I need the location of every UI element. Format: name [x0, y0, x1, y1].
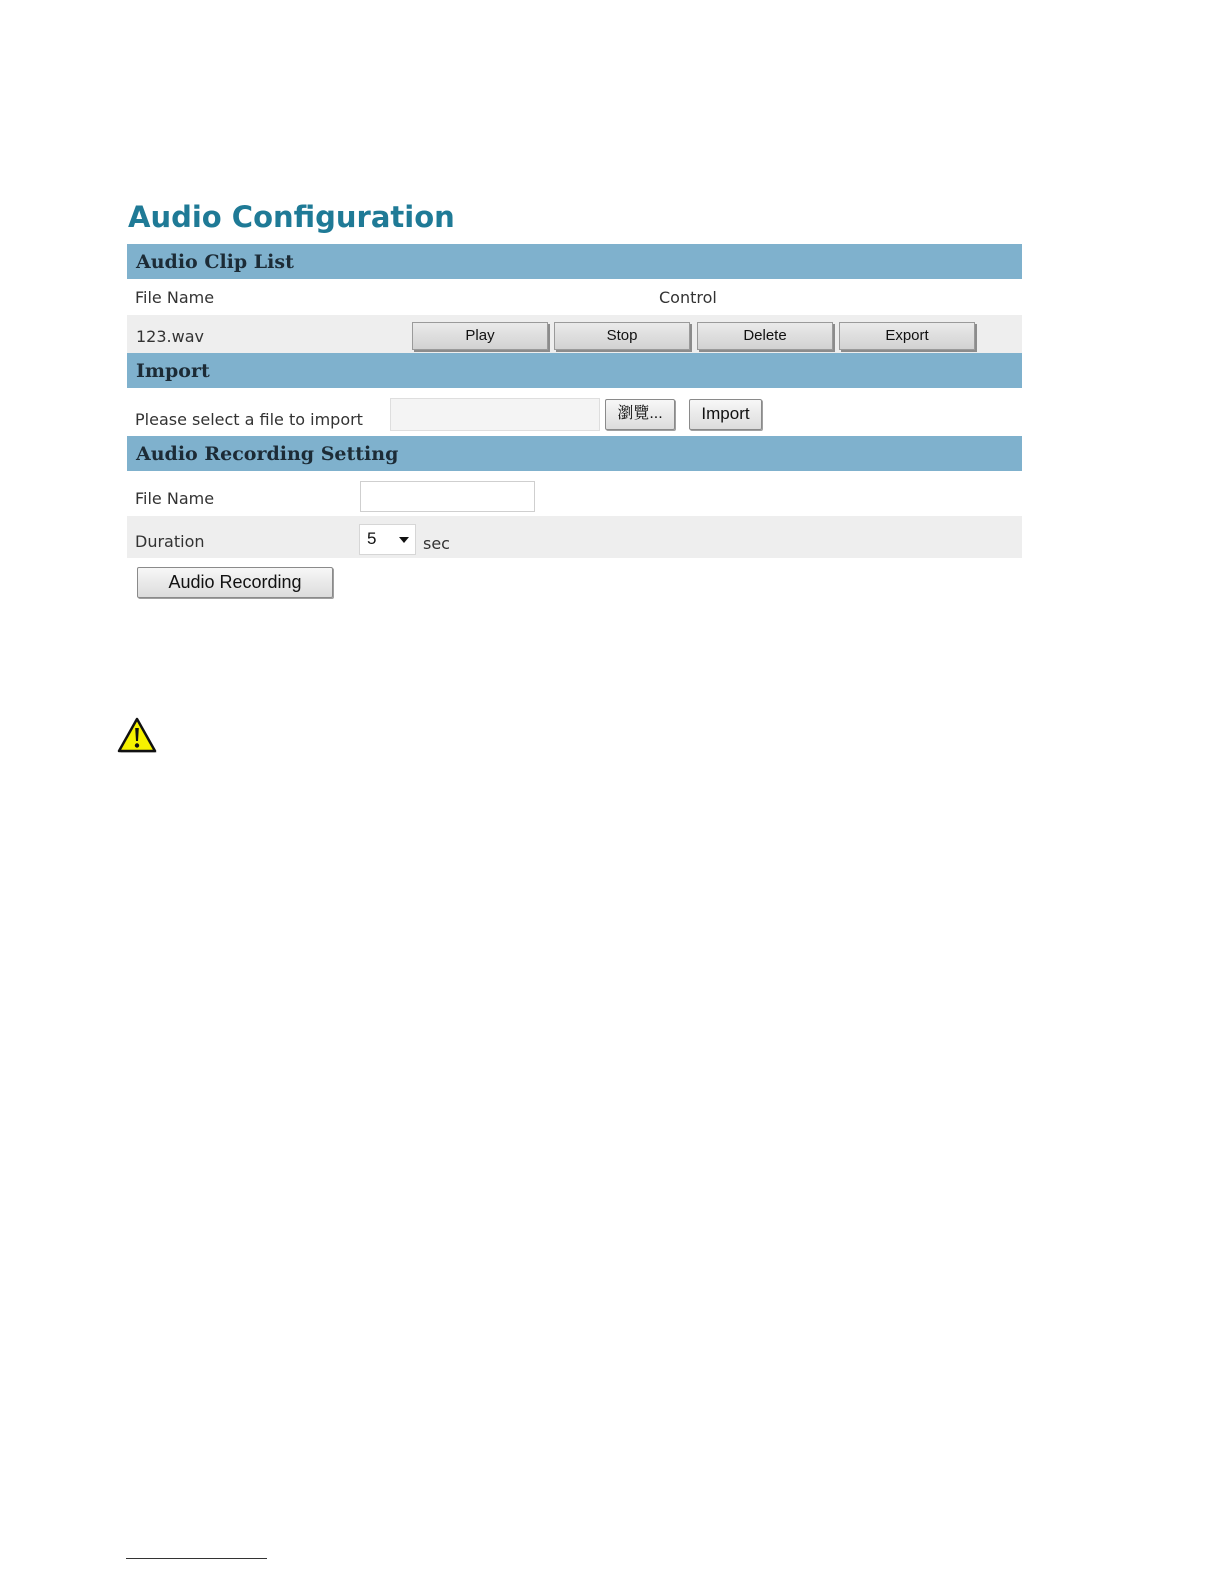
column-header-control: Control — [659, 288, 717, 307]
warning-triangle-icon — [117, 716, 157, 754]
import-button[interactable]: Import — [689, 399, 762, 430]
chevron-down-icon — [399, 537, 409, 543]
delete-button[interactable]: Delete — [697, 322, 833, 350]
recording-file-name-label: File Name — [135, 489, 215, 508]
recording-file-name-row — [127, 471, 1022, 516]
duration-selected-value: 5 — [367, 529, 377, 548]
record-button-row — [127, 558, 1022, 602]
section-header-recording: Audio Recording Setting — [127, 436, 1022, 471]
import-file-path-input[interactable] — [390, 398, 600, 431]
import-prompt: Please select a file to import — [135, 410, 363, 429]
recording-file-name-input[interactable] — [360, 481, 535, 512]
duration-label: Duration — [135, 532, 205, 551]
play-button[interactable]: Play — [412, 322, 548, 350]
duration-select[interactable] — [359, 524, 416, 555]
browse-button[interactable]: 瀏覽... — [605, 399, 675, 430]
section-header-import: Import — [127, 353, 1022, 388]
duration-unit: sec — [423, 534, 450, 553]
duration-row — [127, 516, 1022, 558]
column-header-file-name: File Name — [135, 288, 215, 307]
audio-config-panel — [127, 244, 1022, 602]
import-row — [127, 388, 1022, 436]
footnote-divider — [126, 1558, 267, 1559]
clip-list-header-row — [127, 279, 1022, 315]
table-row — [127, 315, 1022, 353]
section-header-clip-list: Audio Clip List — [127, 244, 1022, 279]
audio-recording-button[interactable]: Audio Recording — [137, 567, 333, 598]
stop-button[interactable]: Stop — [554, 322, 690, 350]
page-title: Audio Configuration — [128, 200, 455, 234]
export-button[interactable]: Export — [839, 322, 975, 350]
clip-file-name: 123.wav — [136, 327, 204, 346]
